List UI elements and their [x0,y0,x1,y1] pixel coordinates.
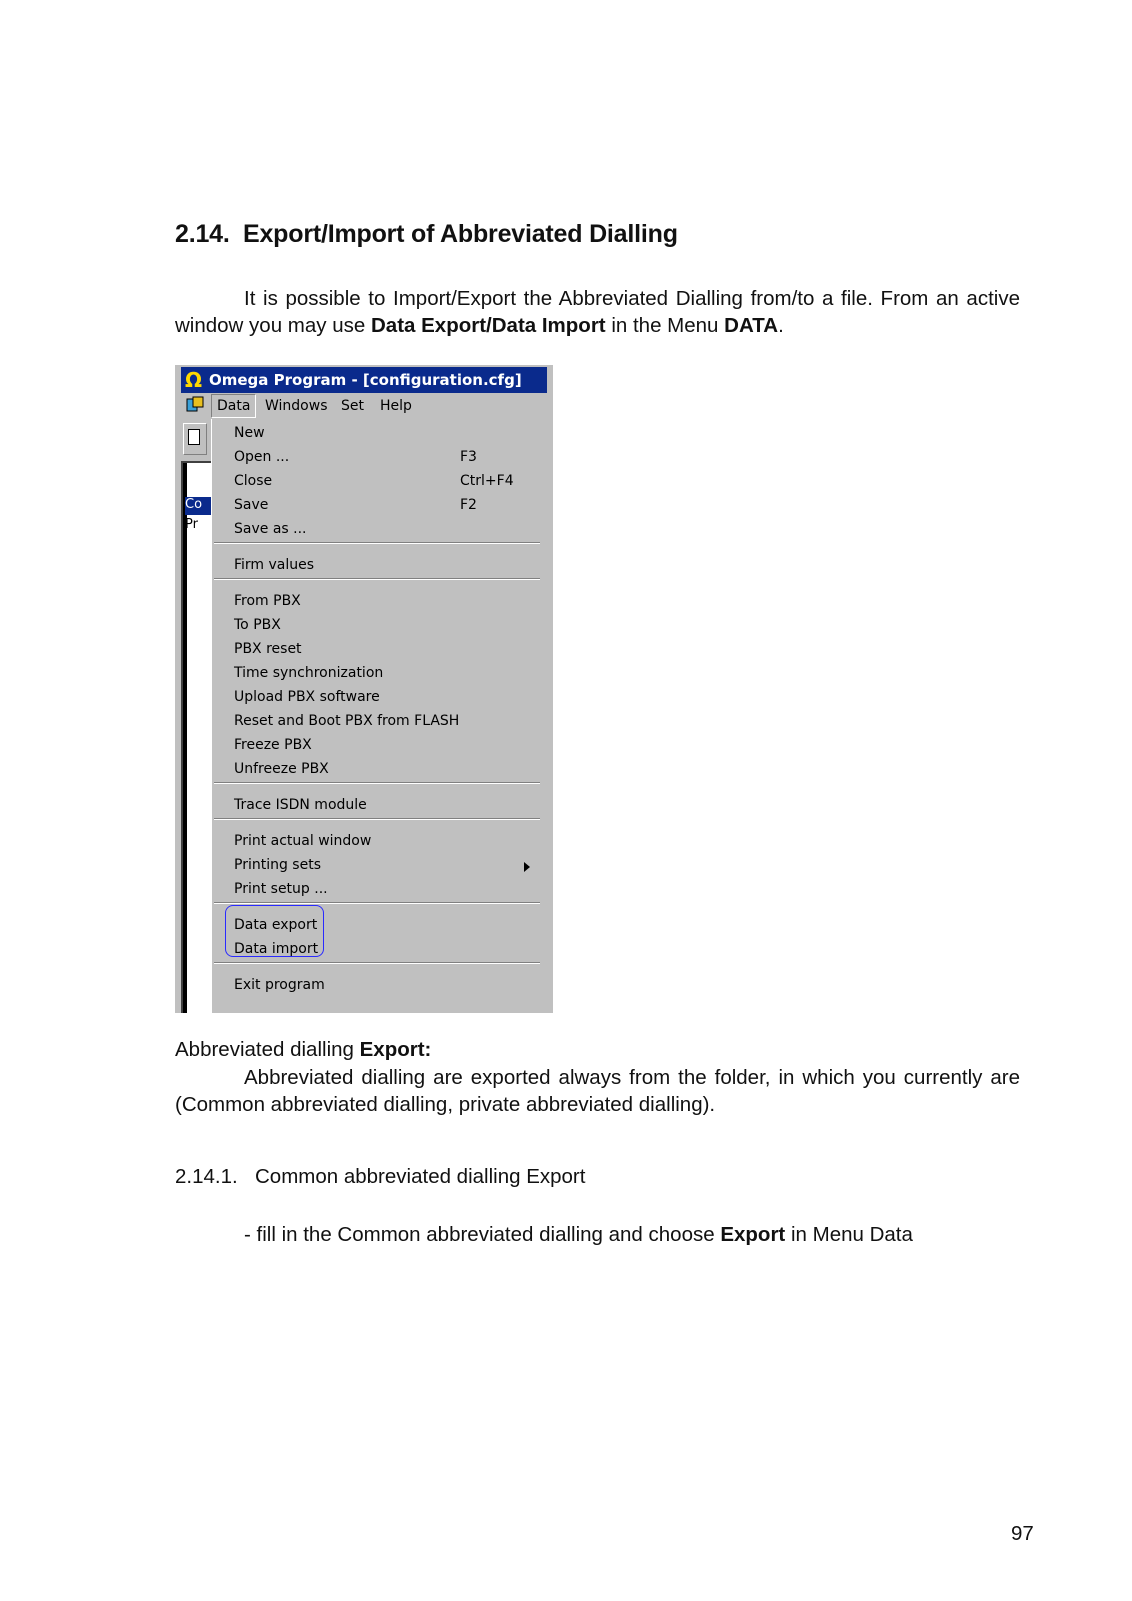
submenu-arrow-icon [524,862,530,872]
menu-item-save-as[interactable]: Save as ... [234,521,307,537]
instruction-text-1: - fill in the Common abbreviated dialling and choose [244,1223,721,1246]
instruction-item [244,1223,913,1247]
new-document-button[interactable] [183,423,207,455]
tree-item-selected[interactable]: Co [185,497,213,515]
menu-item-firm-values[interactable]: Firm values [234,557,315,573]
menu-item-trace-isdn[interactable]: Trace ISDN module [234,797,367,813]
export-label-text: Abbreviated dialling [175,1038,360,1061]
subsection-heading [175,1165,585,1189]
menu-item-freeze[interactable]: Freeze PBX [234,737,312,753]
instruction-text-2: in Menu Data [785,1223,913,1246]
menu-item-print-setup[interactable]: Print setup ... [234,881,328,897]
window-titlebar [181,367,547,393]
intro-paragraph [175,285,1020,339]
menu-windows[interactable]: Windows [265,398,328,414]
page-number: 97 [1011,1522,1034,1545]
menu-item-open[interactable]: Open ... [234,449,290,465]
shortcut-save: F2 [460,497,477,513]
menu-item-exit[interactable]: Exit program [234,977,325,993]
shortcut-close: Ctrl+F4 [460,473,514,489]
menu-item-to-pbx[interactable]: To PBX [234,617,281,633]
menu-item-reset-boot[interactable]: Reset and Boot PBX from FLASH [234,713,460,729]
export-paragraph: Abbreviated dialling are exported always from the folder, in which you currently are (Common abbreviated dialling, private abbreviated dialling). [175,1066,1020,1116]
menu-data[interactable]: Data [211,394,256,418]
section-title: Export/Import of Abbreviated Dialling [243,220,678,248]
menu-bar [181,393,547,419]
menu-item-unfreeze[interactable]: Unfreeze PBX [234,761,329,777]
menu-item-new[interactable]: New [234,425,265,441]
panel-border [183,463,187,1013]
menu-item-data-import[interactable]: Data import [234,941,319,957]
menu-item-time-sync[interactable]: Time synchronization [234,665,384,681]
section-heading [175,220,678,249]
menu-item-close[interactable]: Close [234,473,273,489]
new-document-icon [188,429,200,445]
menu-item-upload-software[interactable]: Upload PBX software [234,689,380,705]
export-label-bold: Export: [359,1038,432,1061]
subsection-title: Common abbreviated dialling Export [255,1165,586,1188]
menu-item-save[interactable]: Save [234,497,269,513]
intro-text-1: It is possible to Import/Export the Abbreviated Dialling from/to a file. From an active window you may use [175,287,1020,337]
omega-app-icon: Ω [185,368,203,392]
menu-set[interactable]: Set [341,398,364,414]
menu-item-pbx-reset[interactable]: PBX reset [234,641,302,657]
omega-program-screenshot [175,365,553,1013]
intro-bold-2: DATA [724,314,779,337]
export-label [175,1038,431,1062]
tree-item[interactable]: Pr [185,517,198,532]
shortcut-open: F3 [460,449,477,465]
menu-separator [214,782,540,784]
menu-separator [214,818,540,820]
menu-help[interactable]: Help [380,398,412,414]
menu-item-print-actual[interactable]: Print actual window [234,833,372,849]
mdi-child-icon[interactable] [185,395,205,415]
data-dropdown-menu [211,419,544,1013]
menu-item-from-pbx[interactable]: From PBX [234,593,301,609]
menu-separator [214,542,540,544]
menu-separator [214,902,540,904]
intro-bold-1: Data Export/Data Import [370,314,606,337]
subsection-number: 2.14.1. [175,1165,238,1188]
menu-separator [214,962,540,964]
menu-item-printing-sets: Printing sets [234,857,321,873]
tree-panel [181,461,215,1013]
left-window-area [175,419,211,1013]
intro-text-3: . [778,314,784,337]
window-title: Omega Program - [configuration.cfg] [209,371,522,389]
intro-text-2: in the Menu [605,314,725,337]
menu-separator [214,578,540,580]
instruction-bold: Export [720,1223,786,1246]
section-number: 2.14. [175,220,230,248]
menu-item-data-export[interactable]: Data export [234,917,318,933]
menu-item-printing-sets-row[interactable] [212,857,544,877]
